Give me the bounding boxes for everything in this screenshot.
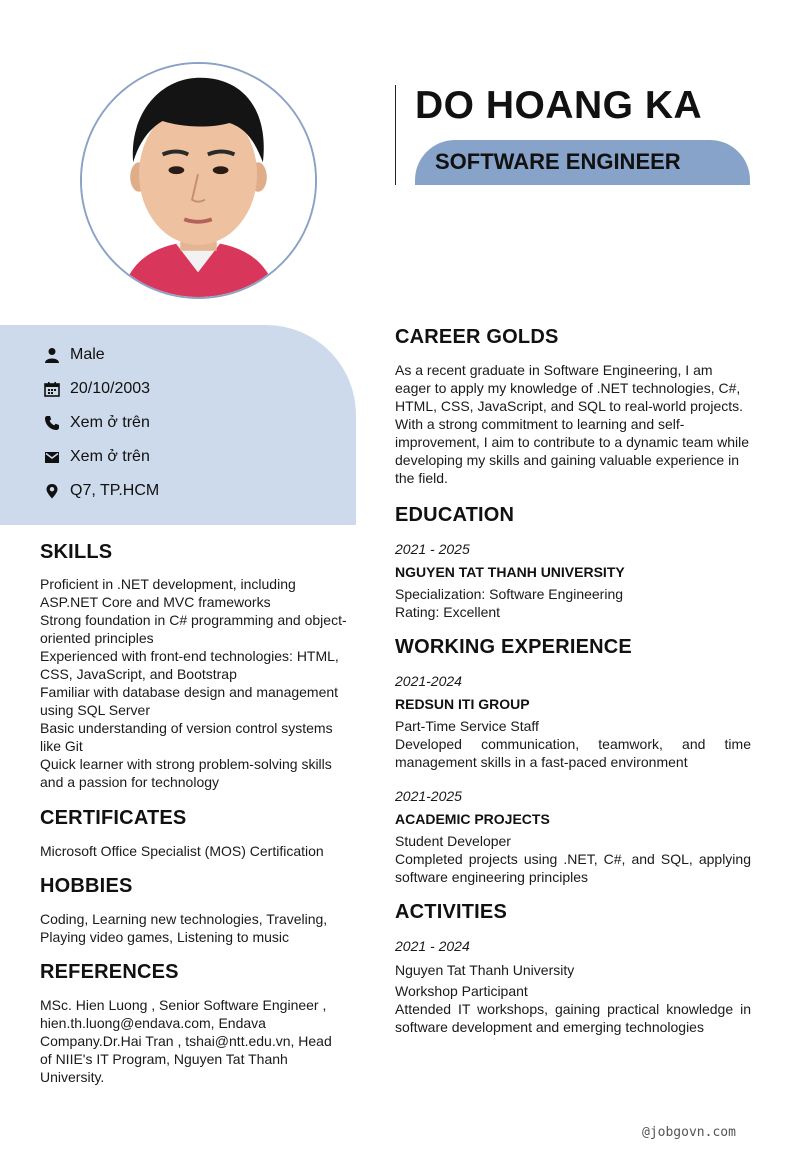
job-title-banner: [415, 140, 750, 185]
skill-item: Basic understanding of version control systems like Git: [40, 720, 333, 754]
education-rating: Rating: Excellent: [395, 604, 501, 620]
phone-icon: [44, 415, 60, 431]
contact-birthdate-text: 20/10/2003: [70, 380, 151, 397]
job-description: Developed communication, teamwork, and time management skills in a fast-paced environment: [395, 736, 751, 770]
contact-birthdate: [44, 380, 150, 398]
education-details: [395, 585, 751, 621]
career-text: As a recent graduate in Software Engineering, I am eager to apply my knowledge of .NET technologies, C#, HTML, CSS, JavaScript, and SQL to real-world projects. With a strong commitment to learning and self-improvement, I aim to contribute to a dynamic team while developing my skills and gaining valuable experience in the field.: [395, 362, 750, 486]
contact-phone-text: Xem ở trên: [70, 414, 150, 431]
experience-heading: WORKING EXPERIENCE: [395, 636, 632, 658]
contact-gender-text: Male: [70, 346, 105, 363]
job-title: SOFTWARE ENGINEER: [435, 149, 681, 174]
activity-details: [395, 961, 751, 1036]
job-details: [395, 717, 751, 771]
education-heading: EDUCATION: [395, 504, 515, 526]
certificates-text: Microsoft Office Specialist (MOS) Certification: [40, 843, 324, 859]
activity-role: Workshop Participant: [395, 983, 528, 999]
location-pin-icon: [44, 483, 60, 499]
contact-gender: [44, 346, 105, 364]
education-date: 2021 - 2025: [395, 541, 470, 557]
candidate-name: DO HOANG KA: [415, 84, 703, 127]
activity-date: 2021 - 2024: [395, 938, 470, 954]
skill-item: Experienced with front-end technologies: HTML, CSS, JavaScript, and Bootstrap: [40, 648, 339, 682]
skill-item: Strong foundation in C# programming and object-oriented principles: [40, 612, 347, 646]
name-divider: [395, 85, 396, 185]
job-date: 2021-2024: [395, 673, 462, 689]
references-heading: REFERENCES: [40, 961, 179, 983]
career-heading: CAREER GOLDS: [395, 326, 559, 348]
references-text: MSc. Hien Luong , Senior Software Engineer , hien.th.luong@endava.com, Endava Company.Dr.Hai Tran , tshai@ntt.edu.vn, Head of NIIE's IT Program, Nguyen Tat Thanh University.: [40, 997, 332, 1085]
watermark: @jobgovn.com: [642, 1125, 736, 1140]
job-role: Student Developer: [395, 833, 511, 849]
person-icon: [44, 347, 60, 363]
certificates-heading: CERTIFICATES: [40, 807, 187, 829]
education-specialization: Specialization: Software Engineering: [395, 586, 624, 602]
activity-description: Attended IT workshops, gaining practical knowledge in software development and emerging technologies: [395, 1001, 751, 1035]
job-org: ACADEMIC PROJECTS: [395, 811, 550, 827]
skills-heading: SKILLS: [40, 541, 113, 563]
job-date: 2021-2025: [395, 788, 462, 804]
contact-address: [44, 482, 159, 500]
profile-photo: [80, 62, 317, 299]
hobbies-text: Coding, Learning new technologies, Traveling, Playing video games, Listening to music: [40, 911, 328, 945]
activities-heading: ACTIVITIES: [395, 901, 508, 923]
job-role: Part-Time Service Staff: [395, 718, 539, 734]
contact-email-text: Xem ở trên: [70, 448, 150, 465]
skill-item: Familiar with database design and management using SQL Server: [40, 684, 339, 718]
activity-org: Nguyen Tat Thanh University: [395, 962, 575, 978]
job-description: Completed projects using .NET, C#, and SQL, applying software engineering principles: [395, 851, 751, 885]
skill-item: Proficient in .NET development, including ASP.NET Core and MVC frameworks: [40, 576, 296, 610]
contact-email: [44, 448, 150, 466]
job-details: [395, 832, 751, 886]
education-school: NGUYEN TAT THANH UNIVERSITY: [395, 564, 625, 580]
contact-phone: [44, 414, 150, 432]
skills-list: [40, 575, 356, 791]
contact-address-text: Q7, TP.HCM: [70, 482, 160, 499]
job-org: REDSUN ITI GROUP: [395, 696, 530, 712]
skill-item: Quick learner with strong problem-solving skills and a passion for technology: [40, 756, 332, 790]
portrait-illustration: [82, 64, 315, 297]
hobbies-heading: HOBBIES: [40, 875, 133, 897]
calendar-icon: [44, 381, 60, 397]
mail-icon: [44, 449, 60, 465]
